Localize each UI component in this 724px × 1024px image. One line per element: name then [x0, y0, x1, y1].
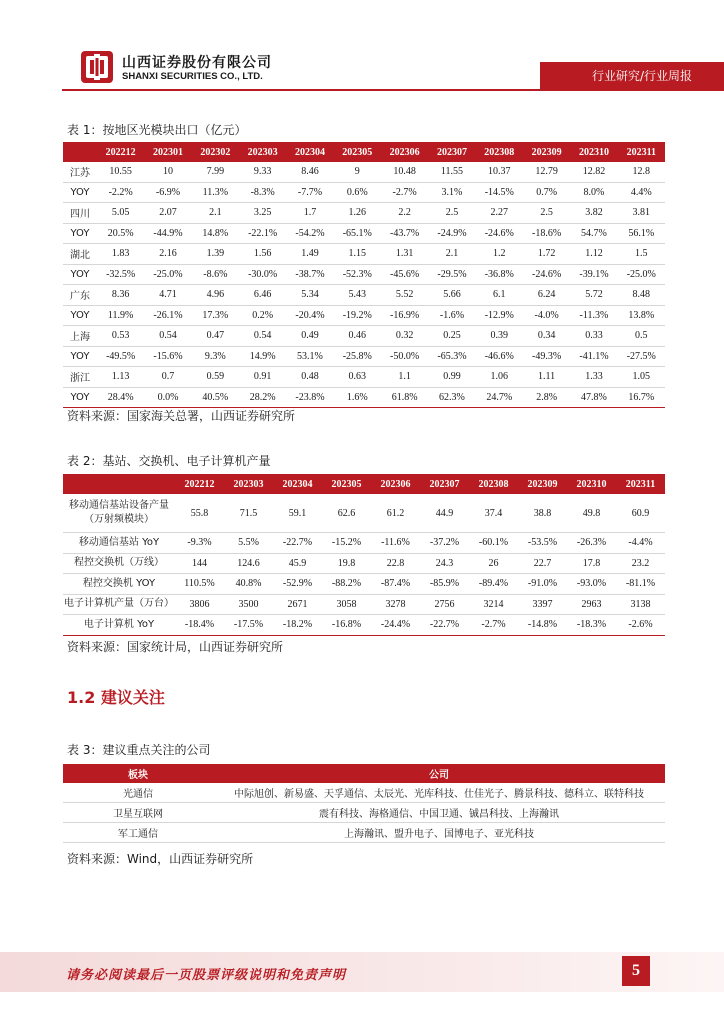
table1-value-cell: 47.8%	[581, 391, 607, 403]
table2-value-cell: -9.3%	[187, 537, 212, 549]
company-logo-icon	[80, 50, 114, 84]
table1-value-cell: 1.72	[537, 248, 556, 260]
table1-value-cell: 1.49	[301, 248, 319, 260]
table1-value-cell: -16.9%	[390, 309, 420, 321]
table1-row-label: YOY	[70, 268, 90, 280]
table1-row-label: 上海	[70, 332, 90, 344]
table1-value-cell: 61.8%	[391, 391, 418, 403]
table1-header-cell: 202305	[334, 142, 381, 162]
table1-value-cell: -30.0%	[248, 268, 278, 280]
table1-value-cell: 0.54	[159, 330, 177, 342]
table-row	[63, 574, 665, 595]
table2-value-cell: -88.2%	[331, 578, 362, 590]
table1-value-cell: -1.6%	[439, 309, 465, 321]
table1-value-cell: 17.3%	[202, 309, 229, 321]
table1-value-cell: 6.1	[493, 289, 506, 301]
table2-value-cell: 2756	[434, 598, 455, 610]
table2-value-cell: 44.9	[435, 507, 454, 519]
table1-value-cell: -2.2%	[108, 186, 133, 198]
table1-value-cell: -32.5%	[106, 268, 136, 280]
table-row	[63, 264, 665, 285]
table1-value-cell: -23.8%	[295, 391, 325, 403]
table1-value-cell: 4.4%	[630, 186, 652, 198]
table1-value-cell: 7.99	[206, 166, 225, 178]
table1-value-cell: 0.34	[537, 330, 556, 342]
table1-value-cell: 53.1%	[297, 350, 323, 362]
page-number: 5	[622, 956, 650, 986]
table1-value-cell: -4.0%	[534, 309, 559, 321]
table1-value-cell: 1.11	[538, 371, 556, 383]
table2-header-cell: 202309	[518, 474, 567, 494]
table2-header-cell: 202303	[224, 474, 273, 494]
table-row	[63, 182, 665, 203]
table2-header-cell: 202305	[322, 474, 371, 494]
table2-value-cell: -15.2%	[331, 537, 362, 549]
table2-value-cell: 2963	[581, 598, 602, 610]
table1-value-cell: 11.3%	[202, 186, 229, 198]
table2-row-label: 程控交换机（万线）	[74, 557, 164, 569]
table1-value-cell: 5.66	[443, 289, 461, 301]
table1-value-cell: -18.6%	[532, 227, 562, 239]
table1-value-cell: 3.1%	[441, 186, 463, 198]
table-row	[63, 223, 665, 244]
table1-value-cell: -22.1%	[248, 227, 278, 239]
table1-value-cell: 1.83	[111, 248, 130, 260]
table3-header-row	[63, 764, 665, 783]
table1-value-cell: 5.34	[301, 289, 319, 301]
table1-value-cell: 0.32	[395, 330, 414, 342]
table1-row-label: 四川	[70, 209, 90, 221]
table1-value-cell: -19.2%	[342, 309, 372, 321]
table1-value-cell: 1.6%	[346, 391, 368, 403]
table1-value-cell: 5.43	[348, 289, 367, 301]
table1-value-cell: 9	[354, 166, 360, 178]
table1-value-cell: -11.3%	[579, 309, 609, 321]
table1-header-cell: 202304	[286, 142, 333, 162]
table1-value-cell: 28.4%	[107, 391, 134, 403]
table3-sector-cell: 光通信	[123, 789, 153, 800]
table2-value-cell: -18.4%	[184, 619, 215, 631]
table1-header-cell: 202310	[570, 142, 617, 162]
table2-value-cell: 124.6	[237, 557, 260, 569]
table1-value-cell: -39.1%	[579, 268, 609, 280]
table2-row-label: 电子计算机 YoY	[83, 618, 155, 630]
table2-value-cell: -24.4%	[380, 619, 411, 631]
table-row	[63, 803, 665, 823]
table2-value-cell: 3214	[483, 598, 504, 610]
table2-value-cell: 3058	[336, 598, 357, 610]
table1-value-cell: 0.5	[635, 330, 648, 342]
table2-value-cell: -17.5%	[233, 619, 264, 631]
table2-row-label: 移动通信基站设备产量（万射频模块）	[69, 500, 169, 525]
page-header	[0, 0, 724, 96]
table1-value-cell: 0.25	[443, 330, 461, 342]
table1-value-cell: 2.27	[490, 207, 509, 219]
table1-value-cell: 10	[162, 166, 173, 178]
company-name-cn: 山西证券股份有限公司	[122, 55, 272, 71]
table1-header-cell: 202301	[144, 142, 191, 162]
table2-value-cell: -81.1%	[625, 578, 656, 590]
table1-value-cell: 13.8%	[628, 309, 655, 321]
table1-value-cell: -24.6%	[484, 227, 514, 239]
table1-value-cell: -2.7%	[392, 186, 417, 198]
table2-value-cell: -14.8%	[527, 619, 558, 631]
table-row	[63, 203, 665, 224]
table1-value-cell: -24.6%	[532, 268, 562, 280]
table2-header-cell: 202304	[273, 474, 322, 494]
table1-value-cell: 6.46	[253, 289, 272, 301]
table1-value-cell: 6.24	[537, 289, 556, 301]
table1-value-cell: 28.2%	[249, 391, 276, 403]
table2-value-cell: 55.8	[190, 507, 209, 519]
table1-value-cell: 9.33	[253, 166, 272, 178]
table1-value-cell: -25.0%	[153, 268, 183, 280]
table2-caption: 表 2：基站、交换机、电子计算机产量	[67, 454, 271, 468]
table-row	[63, 285, 665, 306]
table2-value-cell: 59.1	[288, 507, 307, 519]
table1-value-cell: -46.6%	[484, 350, 514, 362]
table1-value-cell: -6.9%	[155, 186, 181, 198]
table1-header-cell: 202212	[97, 142, 144, 162]
table2-value-cell: 37.4	[484, 507, 503, 519]
table1-row-label: YOY	[70, 227, 90, 239]
table2-header-cell: 202308	[469, 474, 518, 494]
table-row	[63, 615, 665, 636]
table1-value-cell: 40.5%	[202, 391, 229, 403]
table1-value-cell: 0.7%	[536, 186, 558, 198]
table-row	[63, 367, 665, 388]
table1-value-cell: -41.1%	[579, 350, 609, 362]
table2-row-label: 程控交换机 YOY	[82, 577, 156, 589]
table2-value-cell: -26.3%	[576, 537, 607, 549]
table2-value-cell: 3806	[189, 598, 210, 610]
table1-value-cell: 1.39	[206, 248, 225, 260]
table1-value-cell: 3.25	[253, 207, 272, 219]
table-row	[63, 494, 665, 533]
table2-value-cell: -18.2%	[282, 619, 313, 631]
table2-value-cell: 19.8	[337, 557, 356, 569]
table1-value-cell: 1.13	[111, 371, 130, 383]
table2-value-cell: -2.7%	[481, 619, 506, 631]
table1-value-cell: 2.2	[398, 207, 411, 219]
table1-value-cell: 12.79	[535, 166, 558, 178]
table1-value-cell: 1.06	[490, 371, 509, 383]
table-row	[63, 553, 665, 574]
table2-value-cell: 49.8	[582, 507, 601, 519]
table2-value-cell: -91.0%	[527, 578, 558, 590]
table2-header-cell: 202212	[175, 474, 224, 494]
section-title: 1.2 建议关注	[67, 688, 165, 707]
table2-value-cell: 61.2	[386, 507, 405, 519]
table1-value-cell: 12.82	[582, 166, 606, 178]
table2-value-cell: 3500	[238, 598, 259, 610]
table2-value-cell: 38.8	[533, 507, 552, 519]
table1-value-cell: 5.52	[395, 289, 414, 301]
table1-value-cell: 0.99	[443, 371, 461, 383]
table3-sector-cell: 军工通信	[118, 829, 158, 840]
table1-value-cell: -8.3%	[250, 186, 275, 198]
table1-value-cell: 0.59	[206, 371, 225, 383]
company-name-en: SHANXI SECURITIES CO., LTD.	[122, 71, 263, 82]
table2-value-cell: 3278	[385, 598, 406, 610]
table1-value-cell: -25.0%	[626, 268, 656, 280]
table2-value-cell: 22.7	[533, 557, 552, 569]
table1-value-cell: -38.7%	[295, 268, 325, 280]
table1-value-cell: 2.5	[540, 207, 553, 219]
table1-value-cell: -25.8%	[342, 350, 372, 362]
table1-value-cell: -29.5%	[437, 268, 467, 280]
table-row	[63, 783, 665, 803]
table-row	[63, 162, 665, 182]
table1-value-cell: 11.9%	[107, 309, 134, 321]
table1-value-cell: -7.7%	[297, 186, 323, 198]
table3-source: 资料来源：Wind，山西证券研究所	[67, 852, 254, 866]
table1-optical-module-exports	[63, 142, 665, 408]
table1-value-cell: 8.36	[111, 289, 130, 301]
table1-value-cell: 8.0%	[583, 186, 605, 198]
table1-value-cell: -54.2%	[295, 227, 325, 239]
table1-header-cell: 202308	[476, 142, 523, 162]
table1-value-cell: 10.48	[393, 166, 416, 178]
table1-value-cell: 0.6%	[346, 186, 368, 198]
table1-row-label: YOY	[70, 186, 90, 198]
table1-value-cell: 10.37	[488, 166, 511, 178]
table2-value-cell: 26	[488, 557, 499, 569]
table-row	[63, 594, 665, 615]
table1-value-cell: 1.33	[585, 371, 603, 383]
table2-value-cell: 71.5	[239, 507, 258, 519]
table1-value-cell: 1.2	[493, 248, 506, 260]
table2-value-cell: 45.9	[288, 557, 307, 569]
table2-header-row	[63, 474, 665, 494]
table-row	[63, 346, 665, 367]
table1-value-cell: 1.26	[348, 207, 367, 219]
table1-value-cell: -26.1%	[153, 309, 183, 321]
table1-value-cell: 14.8%	[202, 227, 229, 239]
table2-value-cell: -2.6%	[628, 619, 653, 631]
table1-caption: 表 1：按地区光模块出口（亿元）	[67, 123, 247, 137]
table2-value-cell: 144	[192, 557, 207, 569]
table2-value-cell: 24.3	[435, 557, 454, 569]
table1-value-cell: 11.55	[440, 166, 464, 178]
table1-value-cell: 3.81	[632, 207, 651, 219]
table1-value-cell: 2.07	[159, 207, 177, 219]
table2-row-label: 电子计算机产量（万台）	[64, 598, 174, 610]
table1-value-cell: 3.82	[585, 207, 603, 219]
table2-value-cell: -18.3%	[576, 619, 607, 631]
table2-row-label: 移动通信基站 YoY	[78, 536, 160, 548]
table-row	[63, 533, 665, 554]
table2-value-cell: -22.7%	[429, 619, 460, 631]
table1-value-cell: 0.48	[301, 371, 319, 383]
table1-header-cell: 202302	[192, 142, 239, 162]
table2-value-cell: -87.4%	[380, 578, 411, 590]
table1-value-cell: 8.48	[632, 289, 651, 301]
table1-value-cell: 5.05	[111, 207, 130, 219]
table1-source: 资料来源：国家海关总署，山西证券研究所	[67, 409, 296, 423]
table-row	[63, 244, 665, 265]
table2-production	[63, 474, 665, 636]
table2-value-cell: 2671	[287, 598, 308, 610]
table1-value-cell: -44.9%	[153, 227, 183, 239]
table3-header-company: 公司	[213, 764, 665, 783]
table1-row-label: 浙江	[70, 373, 90, 385]
table2-value-cell: 110.5%	[184, 578, 215, 590]
table1-value-cell: -14.5%	[484, 186, 514, 198]
table1-value-cell: 0.63	[348, 371, 367, 383]
table2-value-cell: -16.8%	[331, 619, 362, 631]
table1-value-cell: 0.54	[253, 330, 272, 342]
table2-value-cell: 5.5%	[238, 537, 259, 549]
table2-value-cell: 17.8	[582, 557, 601, 569]
table2-header-corner	[63, 474, 175, 494]
table1-value-cell: -12.9%	[484, 309, 514, 321]
table2-value-cell: 22.8	[386, 557, 405, 569]
table1-value-cell: 1.5	[635, 248, 648, 260]
table1-row-label: YOY	[70, 391, 90, 403]
table1-row-label: 广东	[70, 291, 90, 303]
table2-value-cell: 40.8%	[235, 578, 262, 590]
table1-value-cell: -24.9%	[437, 227, 467, 239]
table1-value-cell: 1.31	[395, 248, 414, 260]
table1-value-cell: -45.6%	[390, 268, 420, 280]
table2-value-cell: 3138	[630, 598, 651, 610]
table1-value-cell: 4.71	[159, 289, 177, 301]
table1-value-cell: 1.56	[253, 248, 272, 260]
table1-value-cell: 0.46	[348, 330, 367, 342]
table1-value-cell: -65.3%	[437, 350, 467, 362]
table1-value-cell: -20.4%	[295, 309, 325, 321]
table3-caption: 表 3：建议重点关注的公司	[67, 743, 211, 757]
table1-value-cell: 2.1	[209, 207, 222, 219]
table2-value-cell: -11.6%	[381, 537, 410, 549]
table1-value-cell: 1.05	[632, 371, 651, 383]
table1-value-cell: 0.7	[161, 371, 175, 383]
table1-value-cell: 10.55	[109, 166, 132, 178]
table-row	[63, 387, 665, 408]
table3-company-cell: 中际旭创、新易盛、天孚通信、太辰光、光库科技、仕佳光子、腾景科技、德科立、联特科技	[234, 789, 644, 800]
table1-value-cell: 1.1	[398, 371, 411, 383]
table1-value-cell: 0.33	[585, 330, 603, 342]
table1-header-corner	[63, 142, 97, 162]
table1-value-cell: 4.96	[206, 289, 225, 301]
table1-value-cell: 12.8	[632, 166, 651, 178]
table1-header-row	[63, 142, 665, 162]
table1-row-label: YOY	[70, 350, 90, 362]
table3-company-cell: 上海瀚讯、盟升电子、国博电子、亚光科技	[344, 829, 534, 840]
table1-value-cell: -49.3%	[532, 350, 562, 362]
table2-value-cell: -4.4%	[628, 537, 653, 549]
table2-header-cell: 202307	[420, 474, 469, 494]
table2-value-cell: -89.4%	[478, 578, 509, 590]
report-type-band: 行业研究/行业周报	[540, 62, 724, 90]
table1-value-cell: 0.91	[253, 371, 272, 383]
table1-value-cell: -43.7%	[390, 227, 420, 239]
table2-value-cell: 60.9	[631, 507, 650, 519]
table2-value-cell: -22.7%	[282, 537, 313, 549]
table2-value-cell: -93.0%	[576, 578, 607, 590]
table1-value-cell: -8.6%	[203, 268, 228, 280]
table1-value-cell: 16.7%	[628, 391, 655, 403]
table2-value-cell: -85.9%	[429, 578, 460, 590]
table1-value-cell: 24.7%	[486, 391, 513, 403]
table1-header-cell: 202303	[239, 142, 286, 162]
table3-sector-cell: 卫星互联网	[113, 809, 163, 820]
table1-value-cell: -50.0%	[390, 350, 420, 362]
table1-value-cell: 5.72	[585, 289, 603, 301]
table3-header-sector: 板块	[63, 764, 213, 783]
table1-value-cell: 20.5%	[107, 227, 134, 239]
table1-value-cell: 62.3%	[439, 391, 465, 403]
table2-value-cell: 62.6	[337, 507, 356, 519]
table1-value-cell: 0.47	[206, 330, 225, 342]
table2-header-cell: 202310	[567, 474, 616, 494]
table1-value-cell: 1.7	[303, 207, 317, 219]
table1-value-cell: -27.5%	[626, 350, 656, 362]
table2-value-cell: -37.2%	[429, 537, 460, 549]
table-row	[63, 823, 665, 843]
table1-row-label: 江苏	[70, 168, 90, 180]
table2-value-cell: 3397	[532, 598, 553, 610]
table2-value-cell: 23.2	[631, 557, 650, 569]
table1-value-cell: 0.53	[111, 330, 130, 342]
table1-value-cell: 56.1%	[628, 227, 655, 239]
table1-header-cell: 202311	[618, 142, 665, 162]
table1-value-cell: 9.3%	[204, 350, 226, 362]
table1-header-cell: 202309	[523, 142, 570, 162]
table-row	[63, 326, 665, 347]
table1-row-label: 湖北	[70, 250, 90, 262]
table1-value-cell: 2.1	[445, 248, 459, 260]
table1-value-cell: -52.3%	[342, 268, 372, 280]
table1-value-cell: 8.46	[301, 166, 319, 178]
table1-header-cell: 202306	[381, 142, 428, 162]
header-divider	[62, 89, 724, 91]
table1-value-cell: 0.39	[490, 330, 509, 342]
table1-value-cell: 0.0%	[157, 391, 179, 403]
table1-value-cell: 54.7%	[581, 227, 607, 239]
table1-header-cell: 202307	[428, 142, 475, 162]
table2-value-cell: -52.9%	[282, 578, 313, 590]
table2-header-cell: 202306	[371, 474, 420, 494]
table2-header-cell: 202311	[616, 474, 665, 494]
table1-value-cell: 2.16	[159, 248, 177, 260]
table1-value-cell: 0.49	[301, 330, 319, 342]
table1-value-cell: -65.1%	[342, 227, 372, 239]
table1-value-cell: 0.2%	[252, 309, 274, 321]
table1-row-label: YOY	[70, 309, 90, 321]
table1-value-cell: 2.8%	[536, 391, 558, 403]
table-row	[63, 305, 665, 326]
footer-disclaimer: 请务必阅读最后一页股票评级说明和免责声明	[66, 968, 347, 983]
table1-value-cell: 1.12	[585, 248, 603, 260]
table3-company-cell: 震有科技、海格通信、中国卫通、铖昌科技、上海瀚讯	[319, 809, 559, 820]
table1-value-cell: -15.6%	[153, 350, 183, 362]
table2-value-cell: -60.1%	[478, 537, 509, 549]
table1-value-cell: -49.5%	[106, 350, 136, 362]
table3-recommended-companies	[63, 764, 665, 843]
table2-source: 资料来源：国家统计局，山西证券研究所	[67, 640, 284, 654]
table2-value-cell: -53.5%	[527, 537, 558, 549]
table1-value-cell: 14.9%	[249, 350, 276, 362]
table1-value-cell: -36.8%	[484, 268, 514, 280]
table1-value-cell: 1.15	[348, 248, 367, 260]
table1-value-cell: 2.5	[445, 207, 459, 219]
